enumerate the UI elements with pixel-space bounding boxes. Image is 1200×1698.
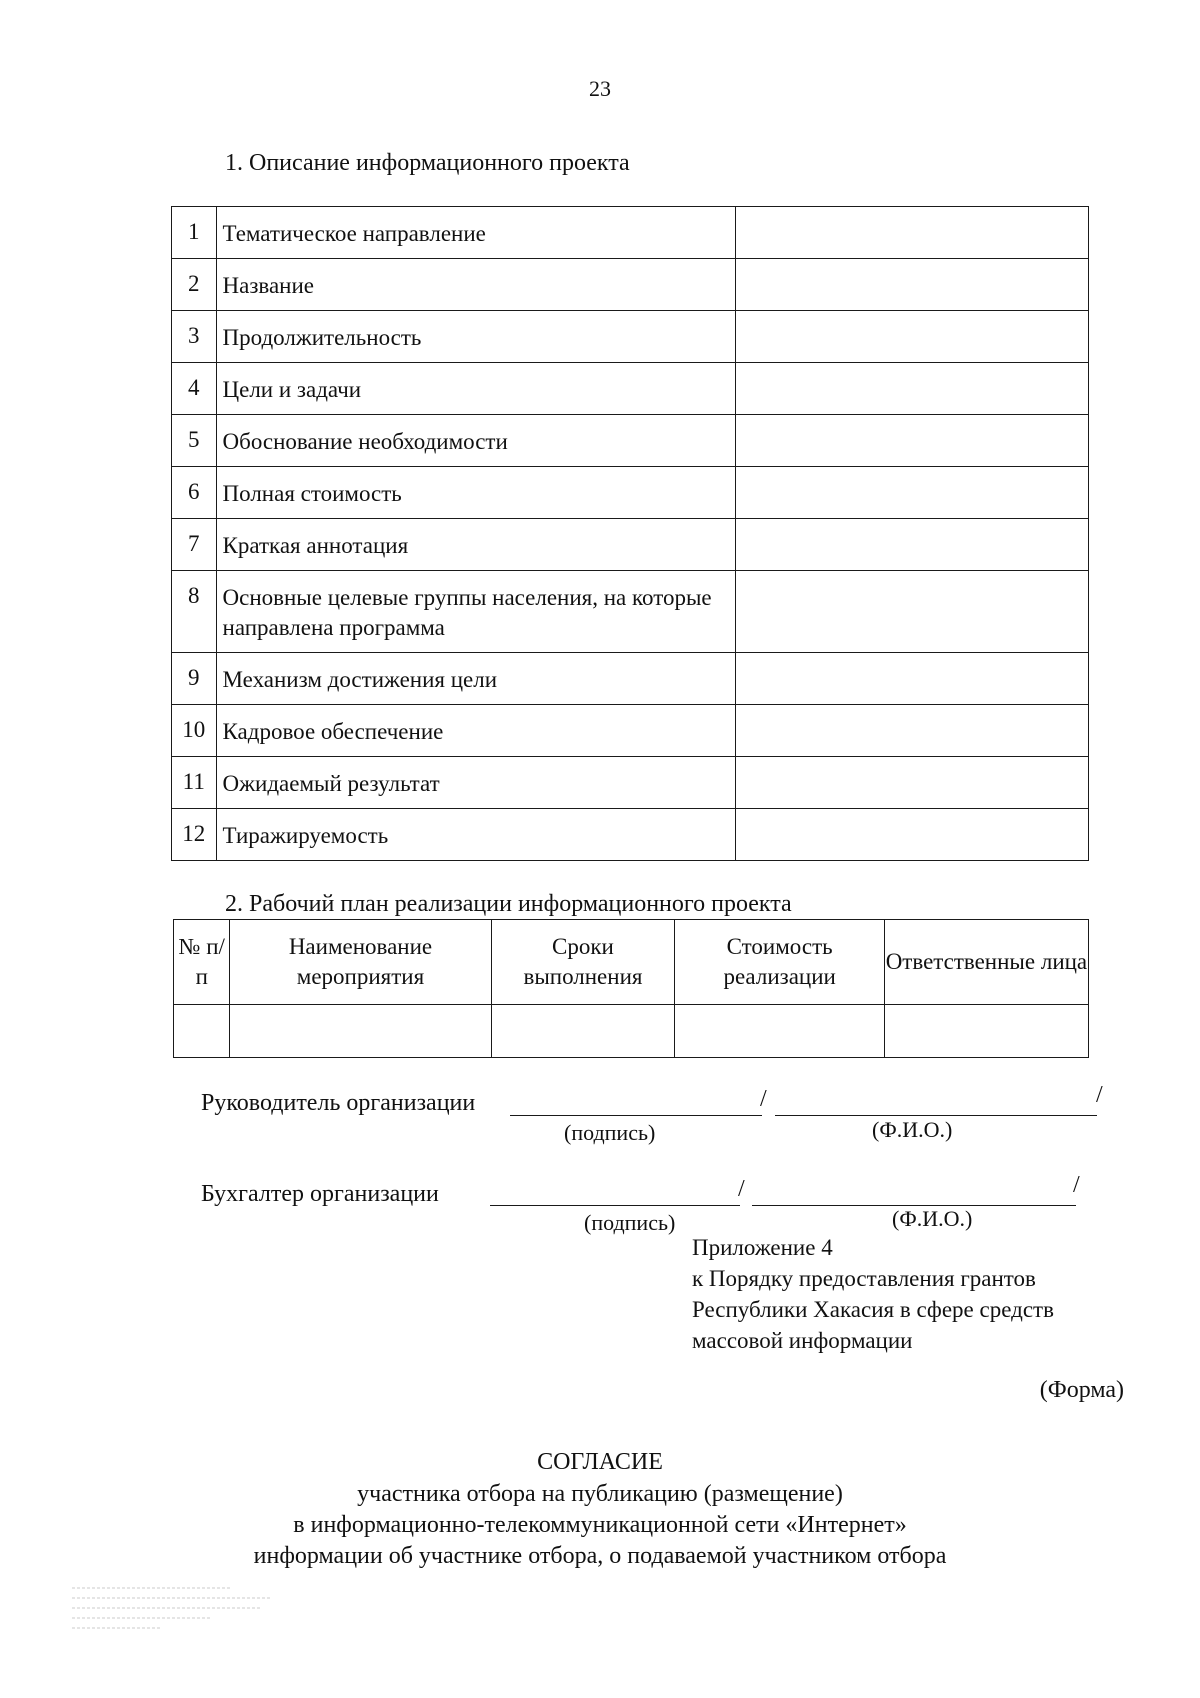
table-row — [172, 757, 1089, 809]
row-number: 9 — [172, 653, 217, 705]
project-description-table — [171, 206, 1089, 861]
appendix-note — [692, 1232, 1054, 1356]
row-number: 4 — [172, 363, 217, 415]
row-label: Обоснование необходимости — [216, 415, 736, 467]
accountant-signature-line[interactable] — [490, 1205, 740, 1206]
row-label: Краткая аннотация — [216, 519, 736, 571]
row-label: Тиражируемость — [216, 809, 736, 861]
head-signature-line[interactable] — [510, 1115, 762, 1116]
table-row — [172, 363, 1089, 415]
table-row — [172, 467, 1089, 519]
appendix-line: Приложение 4 — [692, 1235, 833, 1260]
value-cell[interactable] — [736, 519, 1089, 571]
row-label: Полная стоимость — [216, 467, 736, 519]
accountant-name-caption: (Ф.И.О.) — [892, 1206, 973, 1231]
col-header-event-name: Наименование мероприятия — [230, 920, 491, 1005]
row-number: 12 — [172, 809, 217, 861]
table-row — [172, 519, 1089, 571]
value-cell[interactable] — [736, 757, 1089, 809]
col-header-cost: Стоимость реализации — [675, 920, 884, 1005]
appendix-line: к Порядку предоставления грантов — [692, 1266, 1036, 1291]
accountant-signature-caption: (подпись) — [584, 1210, 676, 1235]
row-number: 8 — [172, 571, 217, 653]
row-label: Ожидаемый результат — [216, 757, 736, 809]
table-row — [172, 415, 1089, 467]
value-cell[interactable] — [736, 571, 1089, 653]
row-label: Тематическое направление — [216, 207, 736, 259]
value-cell[interactable] — [736, 467, 1089, 519]
row-number: 1 — [172, 207, 217, 259]
section2-title: 2. Рабочий план реализации информационного проекта — [225, 891, 792, 917]
table-row — [172, 311, 1089, 363]
value-cell[interactable] — [736, 705, 1089, 757]
col-header-responsible: Ответственные лица — [884, 920, 1088, 1005]
row-number: 2 — [172, 259, 217, 311]
accountant-separator-end: / — [1073, 1172, 1080, 1198]
row-label: Основные целевые группы населения, на которые направлена программа — [216, 571, 736, 653]
consent-line-2: в информационно-телекоммуникационной сети «Интернет» — [293, 1512, 907, 1538]
head-name-caption: (Ф.И.О.) — [872, 1117, 953, 1142]
value-cell[interactable] — [736, 259, 1089, 311]
accountant-signature-label: Бухгалтер организации — [201, 1181, 439, 1207]
appendix-line: массовой информации — [692, 1328, 913, 1353]
table-cell[interactable] — [884, 1005, 1088, 1058]
row-label: Кадровое обеспечение — [216, 705, 736, 757]
table-cell[interactable] — [174, 1005, 230, 1058]
head-signature-caption: (подпись) — [564, 1120, 656, 1145]
table-cell[interactable] — [675, 1005, 884, 1058]
table-cell[interactable] — [491, 1005, 675, 1058]
head-signature-label: Руководитель организации — [201, 1090, 476, 1116]
row-label: Цели и задачи — [216, 363, 736, 415]
row-number: 7 — [172, 519, 217, 571]
consent-line-1: участника отбора на публикацию (размещение) — [357, 1481, 843, 1507]
appendix-line: Республики Хакасия в сфере средств — [692, 1297, 1054, 1322]
table-row — [172, 653, 1089, 705]
row-number: 11 — [172, 757, 217, 809]
value-cell[interactable] — [736, 809, 1089, 861]
table-row — [172, 809, 1089, 861]
head-separator: / — [760, 1086, 767, 1112]
section1-title: 1. Описание информационного проекта — [225, 150, 630, 176]
page-number: 23 — [589, 76, 611, 101]
row-number: 5 — [172, 415, 217, 467]
row-number: 10 — [172, 705, 217, 757]
scan-artifact-mark — [72, 1582, 292, 1638]
row-number: 3 — [172, 311, 217, 363]
table-row — [172, 207, 1089, 259]
head-name-line[interactable] — [775, 1115, 1097, 1116]
value-cell[interactable] — [736, 653, 1089, 705]
value-cell[interactable] — [736, 207, 1089, 259]
consent-line-3: информации об участнике отбора, о подаваемой участником отбора — [253, 1543, 947, 1569]
form-mark: (Форма) — [1039, 1377, 1124, 1403]
value-cell[interactable] — [736, 311, 1089, 363]
consent-title: СОГЛАСИЕ — [537, 1449, 663, 1475]
value-cell[interactable] — [736, 415, 1089, 467]
col-header-deadlines: Сроки выполнения — [491, 920, 675, 1005]
table-cell[interactable] — [230, 1005, 491, 1058]
table-header-row — [174, 920, 1089, 1005]
work-plan-table — [173, 919, 1089, 1058]
accountant-separator: / — [738, 1176, 745, 1202]
table-row — [172, 705, 1089, 757]
row-label: Название — [216, 259, 736, 311]
table-row — [172, 259, 1089, 311]
row-label: Продолжительность — [216, 311, 736, 363]
row-label: Механизм достижения цели — [216, 653, 736, 705]
head-separator-end: / — [1096, 1082, 1103, 1108]
value-cell[interactable] — [736, 363, 1089, 415]
col-header-number: № п/п — [174, 920, 230, 1005]
table-row — [172, 571, 1089, 653]
row-number: 6 — [172, 467, 217, 519]
table-row — [174, 1005, 1089, 1058]
